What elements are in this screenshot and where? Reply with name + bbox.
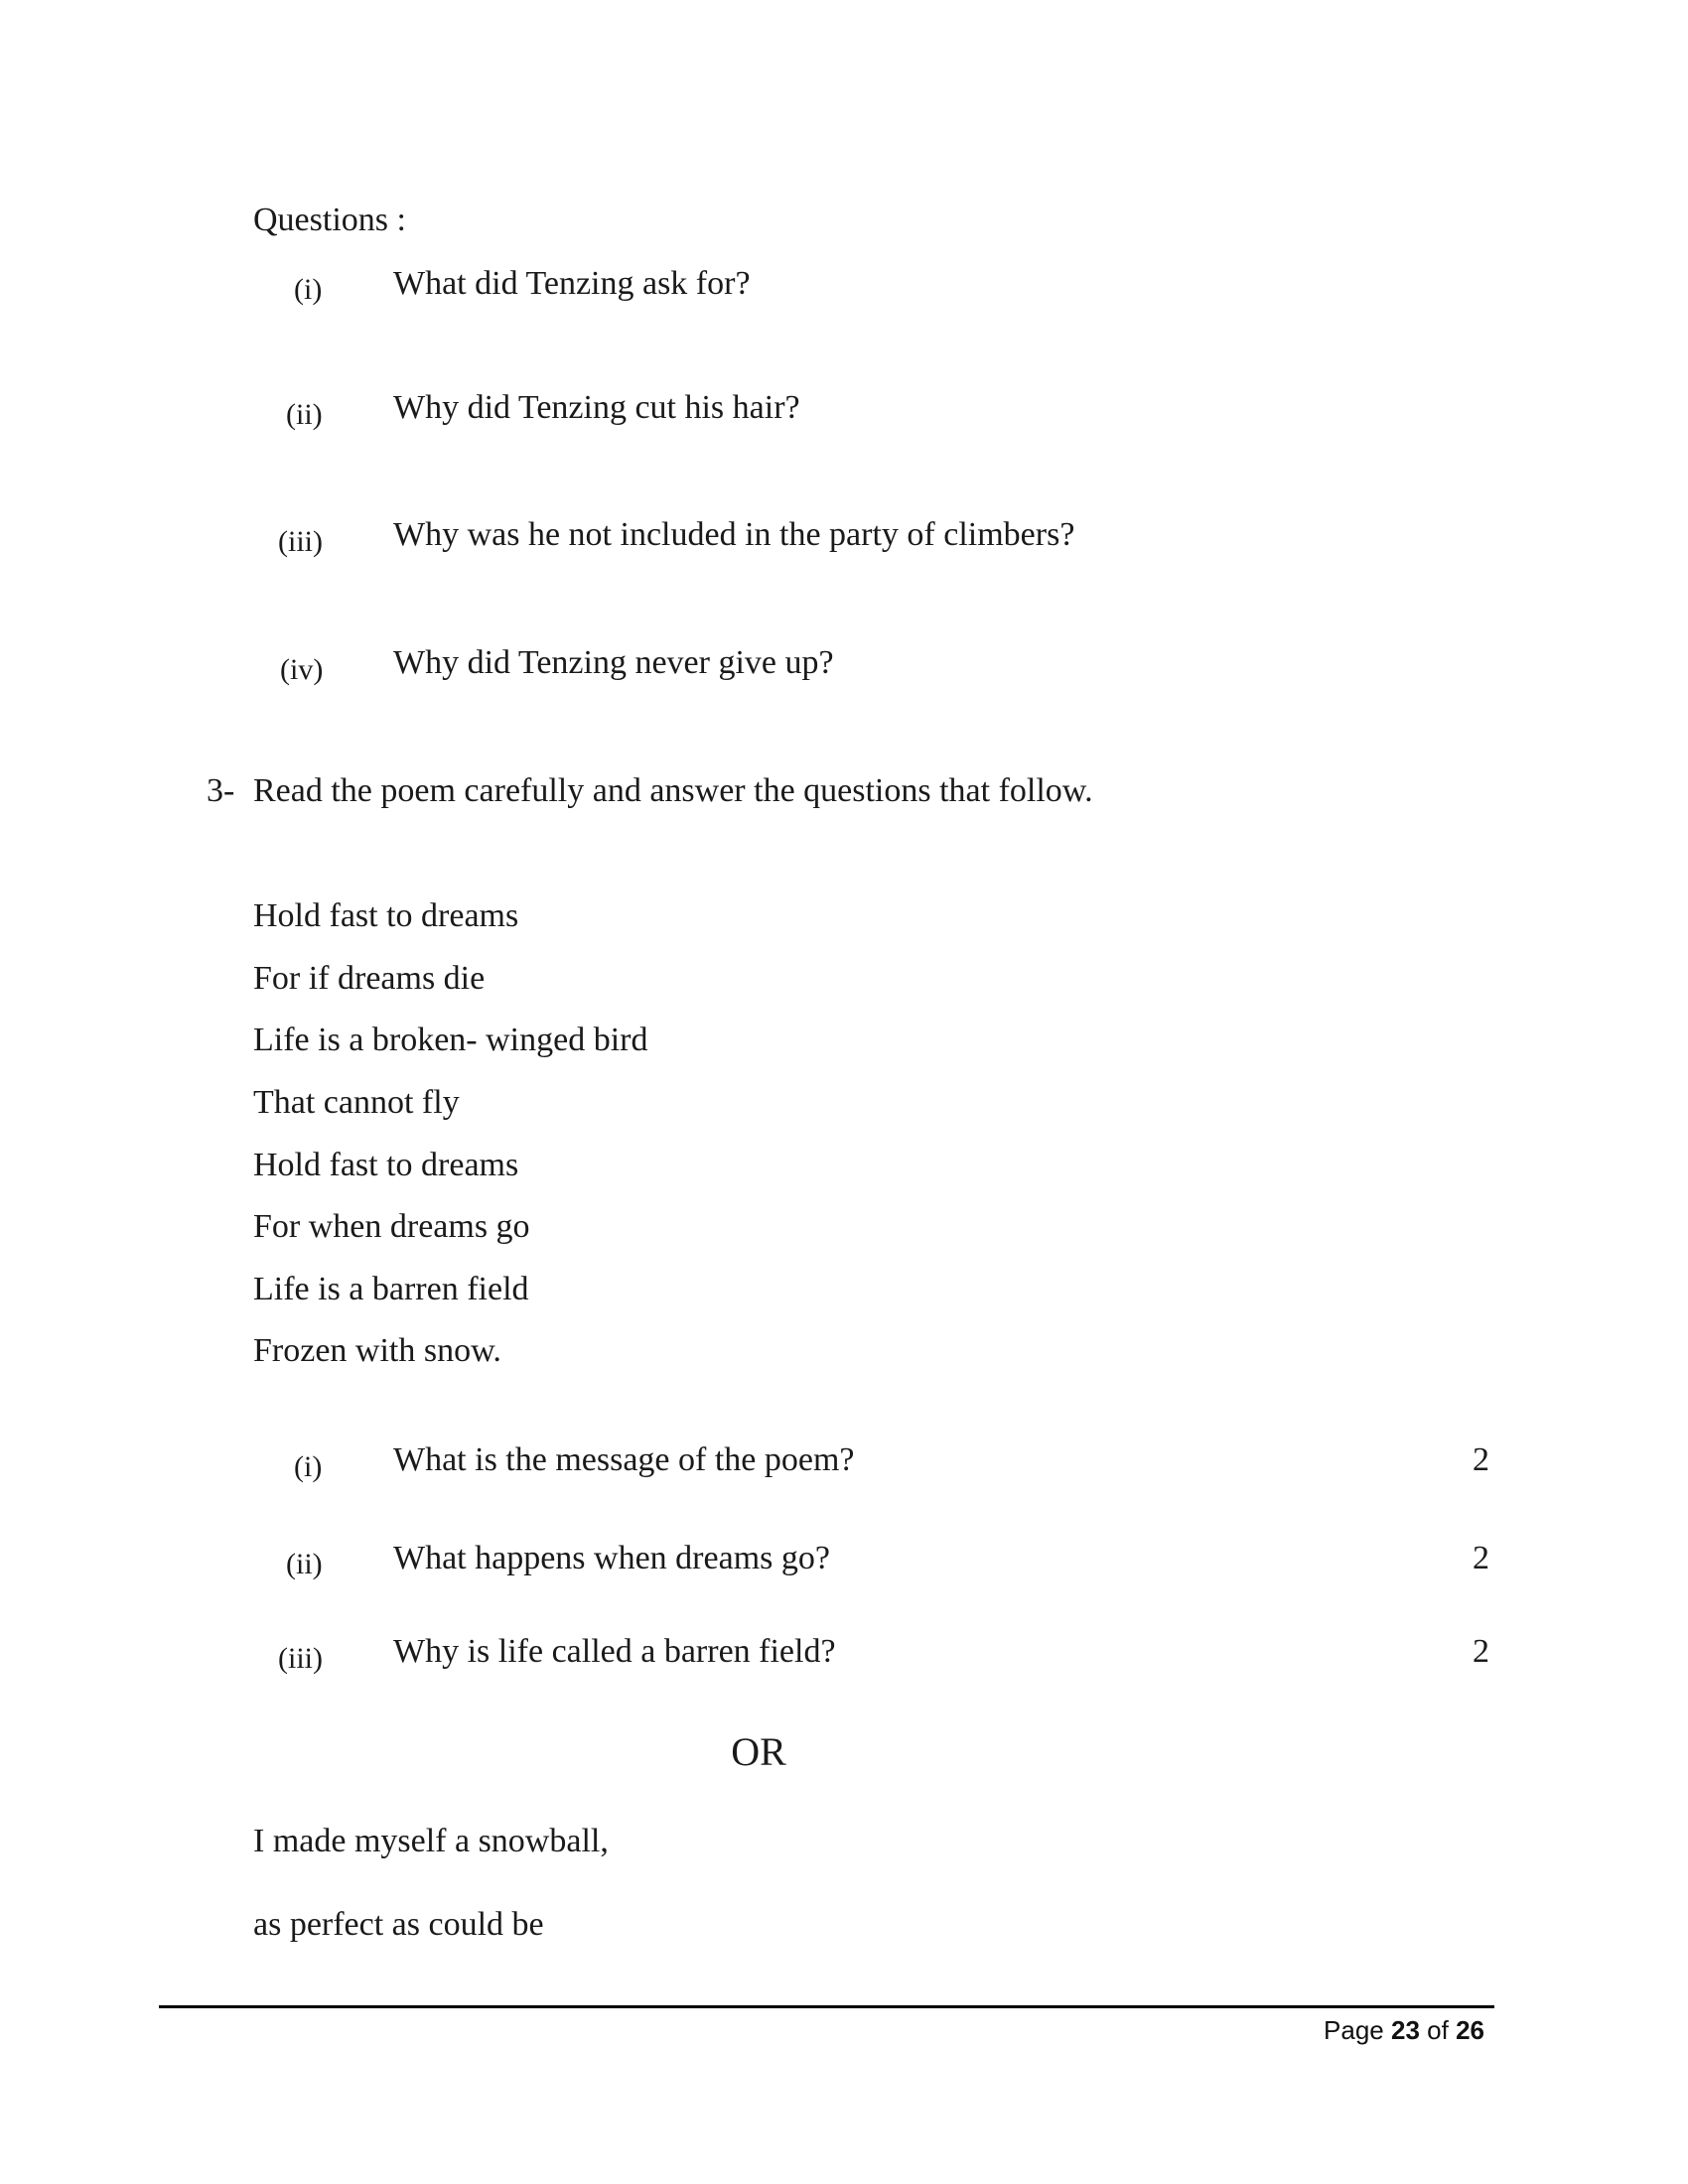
current-page: 23: [1391, 2015, 1420, 2045]
of-word: of: [1427, 2015, 1449, 2045]
poem-line: That cannot fly: [253, 1084, 460, 1121]
question-text: What is the message of the poem?: [393, 1441, 855, 1478]
poem-line: Life is a barren field: [253, 1271, 529, 1307]
question-number: (ii): [286, 1548, 323, 1580]
total-pages: 26: [1456, 2015, 1484, 2045]
question-text: Why did Tenzing cut his hair?: [393, 389, 800, 426]
poem-line: Hold fast to dreams: [253, 1147, 519, 1183]
question-number: (i): [294, 1450, 323, 1483]
poem-line: For when dreams go: [253, 1208, 530, 1245]
question-number: (iii): [278, 525, 323, 558]
page-number-footer: [1324, 2013, 1484, 2047]
question-number: (ii): [286, 398, 323, 431]
question-text: What did Tenzing ask for?: [393, 265, 751, 302]
poem-line: For if dreams die: [253, 960, 486, 997]
poem-line: Frozen with snow.: [253, 1332, 501, 1369]
poem-line: Life is a broken- winged bird: [253, 1022, 648, 1058]
question-marks: 2: [1473, 1633, 1489, 1670]
section-instruction: Read the poem carefully and answer the questions that follow.: [253, 772, 1093, 809]
question-text: What happens when dreams go?: [393, 1540, 830, 1576]
question-text: Why was he not included in the party of climbers?: [393, 516, 1075, 553]
question-number: (i): [294, 273, 323, 306]
page-word: Page: [1324, 2015, 1384, 2045]
question-text: Why is life called a barren field?: [393, 1633, 836, 1670]
footer-divider: [159, 2005, 1494, 2008]
poem-line: Hold fast to dreams: [253, 897, 519, 934]
poem-line: I made myself a snowball,: [253, 1823, 609, 1859]
question-number: (iii): [278, 1642, 323, 1675]
question-marks: 2: [1473, 1540, 1489, 1576]
questions-heading: Questions :: [253, 202, 406, 238]
section-number: 3-: [207, 772, 235, 809]
question-number: (iv): [280, 653, 324, 686]
question-text: Why did Tenzing never give up?: [393, 644, 834, 681]
or-divider-label: OR: [731, 1729, 786, 1774]
question-marks: 2: [1473, 1441, 1489, 1478]
poem-line: as perfect as could be: [253, 1906, 544, 1943]
